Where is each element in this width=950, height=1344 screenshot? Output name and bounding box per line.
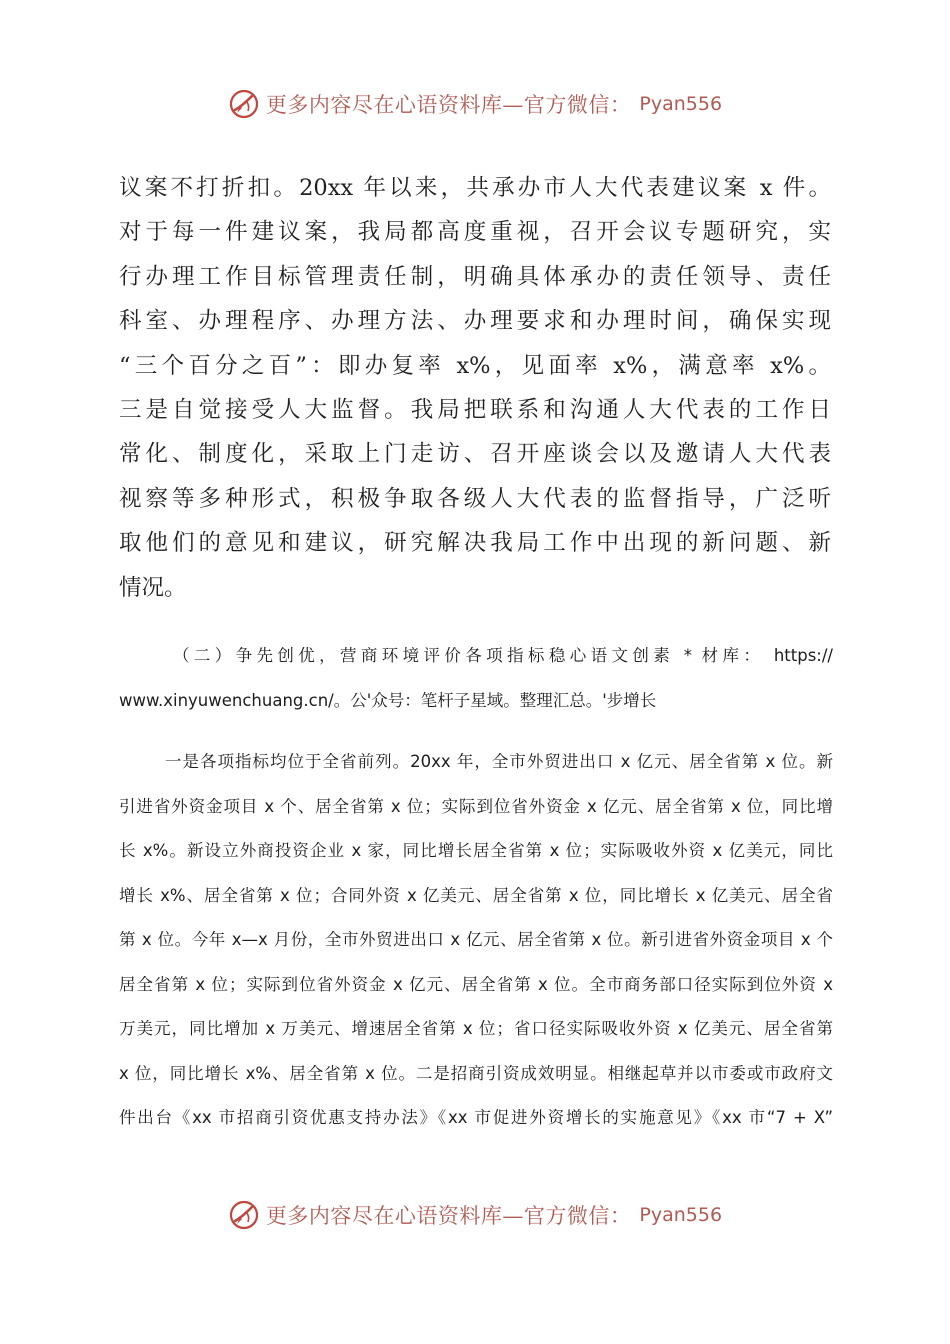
text-line: 增长 x%、居全省第 x 位；合同外资 x 亿美元、居全省第 x 位，同比增长 x 亿美元、居全省 xyxy=(119,885,833,905)
text-line: 一是各项指标均位于全省前列。20xx 年，全市外贸进出口 x 亿元、居全省第 x 位。新 xyxy=(165,752,833,771)
heading-line: www.xinyuwenchuang.cn/。公'众号：笔杆子星域。整理汇总。'步增长 xyxy=(119,690,657,710)
heading-line: （二）争先创优，营商环境评价各项指标稳心语文创素 * 材库： https:// xyxy=(173,646,833,665)
watermark-text: 更多内容尽在心语资料库—官方微信： xyxy=(265,93,632,117)
text-line: 件出台《xx 市招商引资优惠支持办法》《xx 市促进外资增长的实施意见》《xx 市“7 + X” xyxy=(119,1108,833,1127)
watermark-text: 更多内容尽在心语资料库—官方微信： xyxy=(265,1204,632,1228)
text-line: 常化、制度化，采取上门走访、召开座谈会以及邀请人大代表 xyxy=(119,441,831,468)
text-line: 科室、办理程序、办理方法、办理要求和办理时间，确保实现 xyxy=(119,308,831,335)
text-line: 三是自觉接受人大监督。我局把联系和沟通人大代表的工作日 xyxy=(119,396,831,423)
text-line: “三个百分之百”：即办复率 x%，见面率 x%，满意率 x%。 xyxy=(119,352,831,379)
wechat-id: Pyan556 xyxy=(639,93,723,115)
section-heading xyxy=(119,634,833,723)
text-line: 议案不打折扣。20xx 年以来，共承办市人大代表建议案 x 件。 xyxy=(119,175,831,201)
text-line: x 位，同比增长 x%、居全省第 x 位。二是招商引资成效明显。相继起草并以市委或市政府文 xyxy=(119,1063,833,1083)
wechat-id: Pyan556 xyxy=(639,1204,723,1226)
text-line: 取他们的意见和建议，研究解决我局工作中出现的新问题、新 xyxy=(119,530,831,557)
text-line: 长 x%。新设立外商投资企业 x 家，同比增长居全省第 x 位；实际吸收外资 x 亿美元，同比 xyxy=(119,841,833,860)
text-line: 居全省第 x 位；实际到位省外资金 x 亿元、居全省第 x 位。全市商务部口径实际到位外资 x xyxy=(119,974,833,994)
paragraph-2 xyxy=(119,740,833,1141)
text-line: 万美元，同比增加 x 万美元、增速居全省第 x 位；省口径实际吸收外资 x 亿美元、居全省第 xyxy=(119,1019,833,1038)
pen-logo-icon xyxy=(228,1199,260,1231)
footer-watermark-banner xyxy=(0,1195,950,1235)
text-line: 对于每一件建议案，我局都高度重视，召开会议专题研究，实 xyxy=(119,219,831,246)
text-line: 行办理工作目标管理责任制，明确具体承办的责任领导、责任 xyxy=(119,263,831,290)
pen-logo-icon xyxy=(228,88,260,120)
text-line: 视察等多种形式，积极争取各级人大代表的监督指导，广泛听 xyxy=(119,485,831,512)
text-line: 第 x 位。今年 x—x 月份，全市外贸进出口 x 亿元、居全省第 x 位。新引进省外资金项目 x 个 xyxy=(119,930,833,949)
text-line: 引进省外资金项目 x 个、居全省第 x 位；实际到位省外资金 x 亿元、居全省第 x 位，同比增 xyxy=(119,796,833,816)
header-watermark-banner xyxy=(0,84,950,124)
paragraph-1 xyxy=(119,166,831,610)
text-line: 情况。 xyxy=(119,574,187,601)
